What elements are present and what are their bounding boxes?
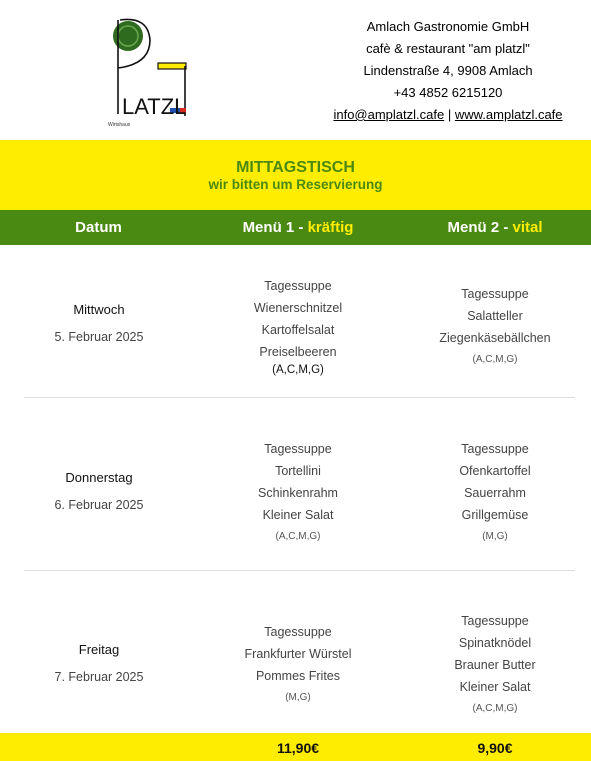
company-contacts <box>305 104 591 126</box>
menu-item: Tagessuppe <box>264 625 332 639</box>
day-date-cell <box>24 639 174 688</box>
menu-item: Tortellini <box>275 464 321 478</box>
menu1-highlight: kräftig <box>307 219 354 236</box>
allergen-codes: (M,G) <box>482 531 508 542</box>
column-menu2 <box>399 210 591 245</box>
menu-item: Brauner Butter <box>454 658 536 672</box>
menu-item: Kleiner Salat <box>459 680 531 694</box>
company-info <box>305 16 591 126</box>
menu-item: Tagessuppe <box>264 442 332 456</box>
menu-item: Salatteller <box>467 309 523 323</box>
logo-graphic <box>100 12 200 130</box>
menu1-cell <box>197 438 399 548</box>
logo-tagline: Wirtshaus <box>108 122 131 128</box>
header <box>0 0 591 140</box>
menu2-highlight: vital <box>512 219 543 236</box>
price-bar <box>0 733 591 761</box>
day-date-cell <box>24 299 174 348</box>
day-date: 6. Februar 2025 <box>54 498 144 512</box>
menu1-price: 11,90€ <box>276 740 320 756</box>
company-name: Amlach Gastronomie GmbH <box>366 19 530 34</box>
menu-item: Spinatknödel <box>458 636 532 650</box>
menu1-prefix: Menü 1 - <box>242 219 308 236</box>
logo-wordmark: LATZL <box>122 94 187 119</box>
company-venue: cafè & restaurant "am platzl" <box>366 41 530 56</box>
menu-item: Tagessuppe <box>461 287 529 301</box>
company-address: Lindenstraße 4, 9908 Amlach <box>363 63 533 78</box>
banner-title: MITTAGSTISCH <box>236 159 355 176</box>
menu-item: Frankfurter Würstel <box>244 647 352 661</box>
day-name: Freitag <box>78 642 120 657</box>
menu-item: Tagessuppe <box>461 442 529 456</box>
menu-item: Pommes Frites <box>255 669 341 683</box>
lunch-banner <box>0 140 591 210</box>
allergen-codes: (A,C,M,G) <box>275 531 321 542</box>
day-row <box>24 438 575 548</box>
contact-separator: | <box>447 107 452 122</box>
day-row <box>24 275 575 385</box>
menu-item: Kartoffelsalat <box>261 323 335 337</box>
menu2-price: 9,90€ <box>477 740 513 756</box>
menu-item: Preiselbeeren <box>259 345 337 359</box>
menu-item: Tagessuppe <box>461 614 529 628</box>
menu-item: Kleiner Salat <box>262 508 334 522</box>
row-divider <box>24 397 575 398</box>
day-name: Donnerstag <box>65 470 133 485</box>
column-header-bar <box>0 210 591 245</box>
platzl-logo <box>100 12 200 130</box>
menu-item: Ziegenkäsebällchen <box>439 331 551 345</box>
allergen-codes: (A,C,M,G) <box>272 364 324 376</box>
email-link[interactable]: info@amplatzl.cafe <box>333 107 445 122</box>
website-link[interactable]: www.amplatzl.cafe <box>454 107 563 122</box>
allergen-codes: (A,C,M,G) <box>472 354 518 365</box>
menu2-prefix: Menü 2 - <box>447 219 513 236</box>
day-date-cell <box>24 467 174 516</box>
day-date: 7. Februar 2025 <box>54 670 144 684</box>
banner-subtitle: wir bitten um Reservierung <box>208 177 383 192</box>
day-row <box>24 610 575 725</box>
menu2-cell <box>399 610 591 720</box>
column-date: Datum <box>75 219 122 236</box>
company-phone: +43 4852 6215120 <box>393 85 503 100</box>
menu-item: Tagessuppe <box>264 279 332 293</box>
menu-item: Sauerrahm <box>464 486 526 500</box>
menu-item: Ofenkartoffel <box>459 464 531 478</box>
menu-item: Grillgemüse <box>461 508 529 522</box>
menu1-cell <box>197 621 399 709</box>
column-menu1 <box>197 210 399 245</box>
menu1-cell <box>197 275 399 378</box>
menu-item: Wienerschnitzel <box>253 301 343 315</box>
day-date: 5. Februar 2025 <box>54 330 144 344</box>
day-name: Mittwoch <box>73 302 125 317</box>
allergen-codes: (A,C,M,G) <box>472 703 518 714</box>
menu-item: Schinkenrahm <box>258 486 338 500</box>
menu2-cell <box>399 438 591 548</box>
menu2-cell <box>399 283 591 371</box>
allergen-codes: (M,G) <box>285 692 311 703</box>
row-divider <box>24 570 575 571</box>
